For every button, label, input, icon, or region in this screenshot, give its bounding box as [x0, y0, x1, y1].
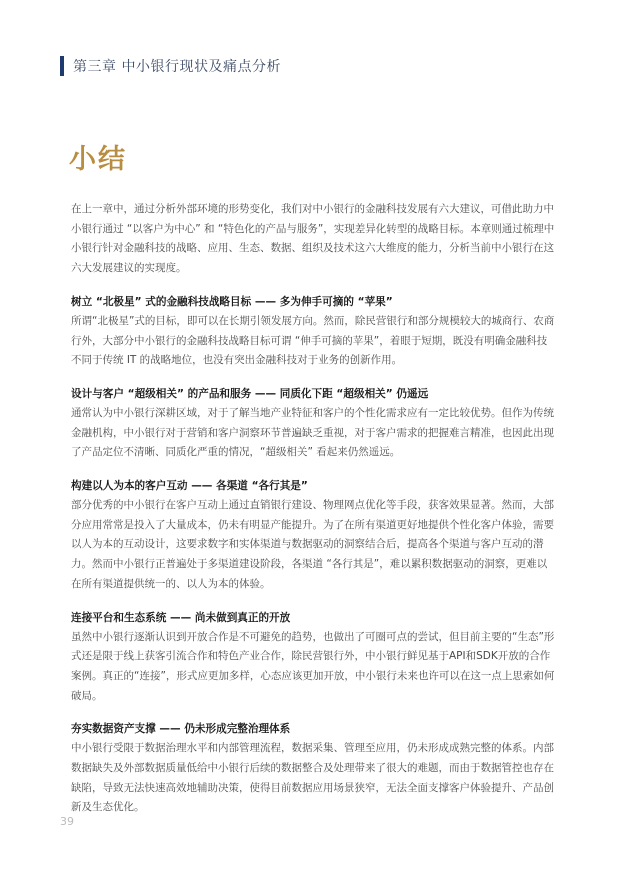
chapter-header: [60, 56, 281, 76]
section-body: 所谓“北极星”式的目标，即可以在长期引领发展方向。然而，除民营银行和部分规模较大的城商行、农商行外，大部分中小银行的金融科技战略目标可谓 “伸手可摘的苹果”，着眼于短期，既没有明确金融科技不同于传统 IT 的战略地位，也没有突出金融科技对于业务的创新作用。: [71, 314, 555, 367]
section-ecosystem: [71, 609, 555, 707]
section-heading: 树立 “北极星” 式的金融科技战略目标 —— 多为伸手可摘的 “苹果”: [71, 295, 393, 308]
header-accent-bar: [60, 56, 64, 76]
section-body: 虽然中小银行逐渐认识到开放合作是不可避免的趋势，也做出了可圈可点的尝试，但目前主要的“生态”形式还是限于线上获客引流合作和特色产业合作，除民营银行外，中小银行鲜见基于API和SDK开放的合作案例。真正的“连接”，形式应更加多样，心态应该更加开放，中小银行未来也许可以在这一点上思索如何破局。: [71, 630, 555, 702]
section-body: 部分优秀的中小银行在客户互动上通过直销银行建设、物理网点优化等手段，获客效果显著。然而，大部分应用常常是投入了大量成本，仍未有明显产能提升。为了在所有渠道更好地提供个性化客户体验，需要以人为本的互动设计，这要求数字和实体渠道与数据驱动的洞察结合后，提高各个渠道与客户互动的潜力。然而中小银行正普遍处于多渠道建设阶段，各渠道 “各行其是”，难以累积数据驱动的洞察，更难以在所有渠道提供统一的、以人为本的体验。: [71, 499, 554, 590]
intro-paragraph: 在上一章中，通过分析外部环境的形势变化，我们对中小银行的金融科技发展有六大建议，可借此助力中小银行通过 “以客户为中心” 和 “特色化的产品与服务”，实现差异化转型的战略目标。本章则通过梳理中小银行针对金融科技的战略、应用、生态、数据、组织及技术这六大维度的能力，分析当前中小银行在这六大发展建议的实现度。: [71, 203, 555, 275]
page-title: 小结: [69, 144, 127, 175]
section-heading: 构建以人为本的客户互动 —— 各渠道 “各行其是”: [71, 480, 308, 493]
section-body: 通常认为中小银行深耕区域，对于了解当地产业特征和客户的个性化需求应有一定比较优势。但作为传统金融机构，中小银行对于营销和客户洞察环节普遍缺乏重视，对于客户需求的把握难言精准，也因此出现了产品定位不清晰、同质化严重的情况，“超级相关” 看起来仍然遥远。: [71, 406, 554, 459]
section-heading: 设计与客户 “超级相关” 的产品和服务 —— 同质化下距 “超级相关” 仍遥远: [71, 387, 429, 400]
section-data: [71, 720, 555, 818]
section-heading: 连接平台和生态系统 —— 尚未做到真正的开放: [71, 611, 291, 624]
section-products: [71, 385, 555, 463]
chapter-title: 第三章 中小银行现状及痛点分析: [73, 59, 281, 75]
page-number: 39: [60, 815, 74, 828]
section-interaction: [71, 477, 555, 595]
section-heading: 夯实数据资产支撑 —— 仍未形成完整治理体系: [71, 723, 291, 736]
article-body: [71, 200, 555, 818]
section-body: 中小银行受限于数据治理水平和内部管理流程，数据采集、管理至应用，仍未形成成熟完整的体系。内部数据缺失及外部数据质量低给中小银行后续的数据整合及处理带来了很大的难题，而由于数据管控也存在缺陷，导致无法快速高效地辅助决策，使得目前数据应用场景狭窄，无法全面支撑客户体验提升、产品创新及生态优化。: [71, 742, 554, 814]
section-strategy: [71, 293, 555, 371]
